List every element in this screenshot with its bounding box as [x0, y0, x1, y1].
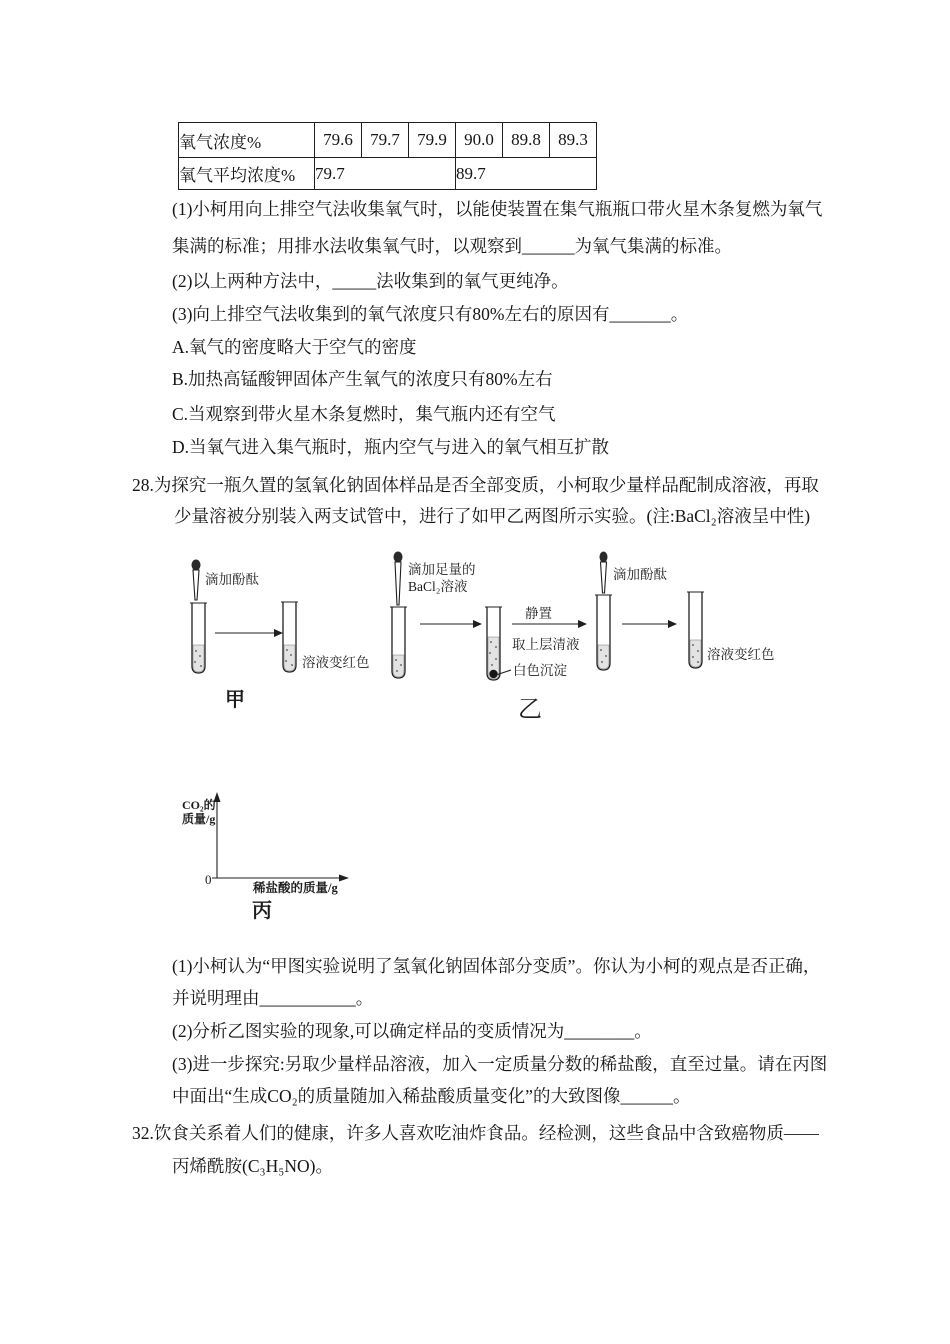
yi-arrow3	[622, 620, 677, 628]
table-cell-value-4: 90.0	[456, 123, 503, 158]
q28-part1-line2: 并说明理由___________。	[172, 988, 374, 1008]
table-cell-value-3: 79.9	[409, 123, 456, 158]
q27-option-b: B.加热高锰酸钾固体产生氧气的浓度只有80%左右	[172, 369, 553, 389]
y-axis-label-line1: CO₂的	[182, 798, 216, 812]
q27-option-a: A.氧气的密度略大于空气的密度	[172, 337, 417, 357]
yi-arrow1	[420, 620, 482, 628]
table-cell-value-6: 89.3	[550, 123, 597, 158]
jia-tube-before	[190, 603, 207, 673]
yi-precipitate-label: 白色沉淀	[513, 663, 567, 678]
yi-arrow2-label-bottom: 取上层清液	[512, 637, 580, 652]
table-cell-o2-average-label: 氧气平均浓度%	[179, 158, 315, 190]
q32-stem-line1: 32.饮食关系着人们的健康，许多人喜欢吃油炸食品。经检测，这些食品中含致癌物质——	[132, 1123, 819, 1143]
table-cell-average-2: 89.7	[456, 158, 597, 190]
q27-option-d: D.当氧气进入集气瓶时，瓶内空气与进入的氧气相互扩散	[172, 437, 610, 457]
q27-part2: (2)以上两种方法中，_____法收集到的氧气更纯净。	[172, 271, 569, 291]
oxygen-concentration-table	[178, 122, 597, 190]
bing-caption: 丙	[252, 900, 272, 922]
yi-caption: 乙	[518, 697, 542, 723]
yi-tube-result	[687, 592, 704, 668]
q28-part3-line2: 中面出“生成CO₂的质量随加入稀盐酸质量变化”的大致图像______。	[172, 1086, 691, 1106]
yi-dropper1	[394, 552, 403, 606]
q28-stem-line1: 28.为探究一瓶久置的氢氧化钠固体样品是否全部变质，小柯取少量样品配制成溶液，再取	[132, 475, 819, 495]
q27-option-c: C.当观察到带火星木条复燃时，集气瓶内还有空气	[172, 404, 556, 424]
table-cell-value-2: 79.7	[362, 123, 409, 158]
table-cell-o2-concentration-label: 氧气浓度%	[179, 123, 315, 158]
bing-axes-chart	[170, 790, 380, 930]
yi-dropper2-label: 滴加酚酞	[613, 567, 667, 582]
yi-arrow2-label-top: 静置	[525, 606, 552, 621]
q27-part3: (3)向上排空气法收集到的氧气浓度只有80%左右的原因有_______。	[172, 304, 689, 324]
yi-dropper1-label-line2: BaCl₂溶液	[408, 579, 468, 594]
q28-stem-line2: 少量溶被分别装入两支试管中，进行了如甲乙两图所示实验。(注:BaCl₂溶液呈中性)	[174, 506, 811, 526]
q28-part3-line1: (3)进一步探究:另取少量样品溶液，加入一定质量分数的稀盐酸，直至过量。请在丙图	[172, 1054, 828, 1074]
origin-label: 0	[205, 872, 212, 887]
yi-dropper2	[600, 552, 608, 594]
q28-part2: (2)分析乙图实验的现象,可以确定样品的变质情况为________。	[172, 1021, 652, 1041]
jia-result-label: 溶液变红色	[302, 655, 370, 670]
table-row	[179, 158, 597, 190]
jia-tube-after	[281, 602, 298, 672]
jia-dropper	[192, 560, 201, 601]
q28-part1-line1: (1)小柯认为“甲图实验说明了氢氧化钠固体部分变质”。你认为小柯的观点是否正确，	[172, 956, 821, 976]
yi-tube-sample	[390, 607, 407, 678]
jia-dropper-label: 滴加酚酞	[205, 572, 259, 587]
y-axis-label-line2: 质量/g	[182, 812, 216, 826]
jia-caption: 甲	[225, 689, 245, 711]
table-cell-average-1: 79.7	[315, 158, 456, 190]
table-row	[179, 123, 597, 158]
table-cell-value-1: 79.6	[315, 123, 362, 158]
yi-result-label: 溶液变红色	[707, 647, 775, 662]
yi-dropper1-label-line1: 滴加足量的	[408, 562, 476, 577]
q27-part1-line1: (1)小柯用向上排空气法收集氧气时，以能使装置在集气瓶瓶口带火星木条复燃为氧气	[172, 199, 823, 219]
q27-part1-line2: 集满的标准；用排水法收集氧气时，以观察到______为氧气集满的标准。	[172, 236, 732, 256]
table-cell-value-5: 89.8	[503, 123, 550, 158]
yi-tube-supernatant	[595, 595, 612, 670]
experiment-diagram	[180, 548, 790, 728]
x-axis-label: 稀盐酸的质量/g	[253, 881, 338, 895]
yi-arrow2	[512, 620, 587, 628]
white-precipitate-blob	[489, 670, 497, 678]
q32-stem-line2: 丙烯酰胺(C₃H₅NO)。	[172, 1156, 333, 1176]
jia-arrow	[215, 629, 283, 637]
yi-tube-precipitate	[485, 607, 502, 680]
